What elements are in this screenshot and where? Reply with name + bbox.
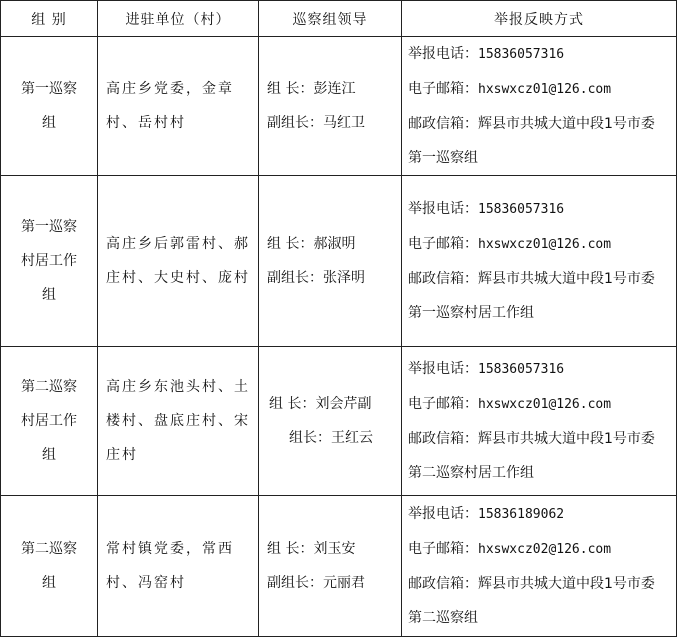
header-unit: 进驻单位（村） [98,1,259,37]
table-row [1,347,677,496]
post-label: 邮政信箱： [408,431,478,447]
group-cell [1,37,98,176]
post-recipient: 第一巡察组 [408,150,478,166]
unit-cell [98,496,259,637]
post-recipient: 第一巡察村居工作组 [408,305,534,321]
leader-line: 组 长：刘玉安 [267,541,356,557]
email-line [408,387,672,422]
group-cell [1,347,98,496]
leader-cell [259,176,402,347]
post-line [408,567,672,601]
post-address: 辉县市共城大道中段1号市委 [478,271,655,287]
phone-line [408,352,672,387]
phone-number: 15836189062 [478,507,565,522]
email-label: 电子邮箱： [408,541,478,557]
deputy-leader-line: 组长：王红云 [289,430,373,446]
deputy-leader-line: 副组长：张泽明 [267,270,365,286]
post-label: 邮政信箱： [408,576,478,592]
email-label: 电子邮箱： [408,81,478,97]
contact-cell [402,496,677,637]
phone-label: 举报电话： [408,506,478,522]
unit-text: 高庄乡后郭雷村、郝庄村、大史村、庞村 [106,236,250,286]
contact-cell [402,176,677,347]
phone-line [408,192,672,227]
email-address: hxswxcz01@126.com [478,237,612,252]
leader-line: 组 长：彭连江 [267,81,356,97]
phone-number: 15836057316 [478,362,565,377]
deputy-leader-line: 副组长：元丽君 [267,575,365,591]
post-label: 邮政信箱： [408,271,478,287]
post-recipient: 第二巡察村居工作组 [408,465,534,481]
unit-text: 高庄乡东池头村、土楼村、盘底庄村、宋庄村 [106,379,250,463]
post-line [408,422,672,456]
unit-text: 常村镇党委，常西村、冯窑村 [106,541,234,591]
post-recipient: 第二巡察组 [408,610,478,626]
email-address: hxswxcz02@126.com [478,542,612,557]
table-row [1,176,677,347]
group-name: 第二巡察村居工作组 [21,379,77,463]
group-cell [1,176,98,347]
email-line [408,72,672,107]
table-row [1,37,677,176]
phone-number: 15836057316 [478,47,565,62]
leader-line: 组 长：刘会芹副 [269,396,372,412]
unit-cell [98,176,259,347]
unit-cell [98,347,259,496]
email-address: hxswxcz01@126.com [478,82,612,97]
group-name: 第一巡察村居工作组 [21,219,77,303]
deputy-leader-line: 副组长：马红卫 [267,115,365,131]
phone-label: 举报电话： [408,46,478,62]
post-line [408,262,672,296]
email-label: 电子邮箱： [408,396,478,412]
phone-line [408,37,672,72]
table-row [1,496,677,637]
phone-number: 15836057316 [478,202,565,217]
post-line [408,107,672,141]
leader-cell [259,347,402,496]
contact-cell [402,37,677,176]
header-contact: 举报反映方式 [402,1,677,37]
leader-cell [259,37,402,176]
header-row [1,1,677,37]
unit-text: 高庄乡党委，金章村、岳村村 [106,81,234,131]
email-label: 电子邮箱： [408,236,478,252]
group-name: 第二巡察组 [21,541,77,591]
email-line [408,532,672,567]
post-address: 辉县市共城大道中段1号市委 [478,431,655,447]
unit-cell [98,37,259,176]
leader-line: 组 长：郝淑明 [267,236,356,252]
header-leader: 巡察组领导 [259,1,402,37]
phone-line [408,497,672,532]
contact-cell [402,347,677,496]
post-address: 辉县市共城大道中段1号市委 [478,116,655,132]
header-group: 组 别 [1,1,98,37]
post-address: 辉县市共城大道中段1号市委 [478,576,655,592]
group-cell [1,496,98,637]
phone-label: 举报电话： [408,361,478,377]
email-address: hxswxcz01@126.com [478,397,612,412]
leader-cell [259,496,402,637]
phone-label: 举报电话： [408,201,478,217]
post-label: 邮政信箱： [408,116,478,132]
email-line [408,227,672,262]
group-name: 第一巡察组 [21,81,77,131]
